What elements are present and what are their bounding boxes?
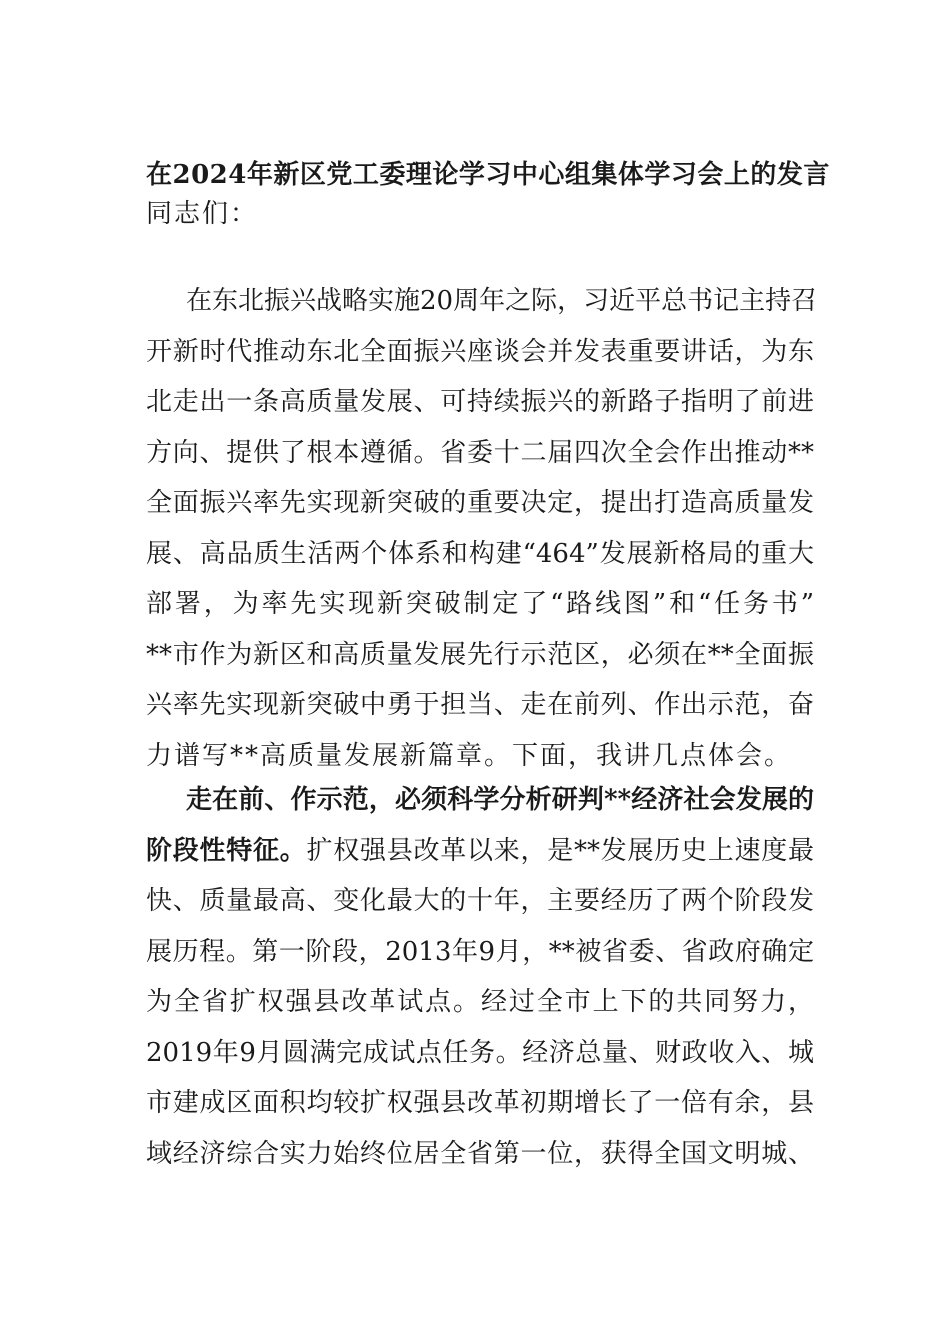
paragraph-line: 在东北振兴战略实施20周年之际，习近平总书记主持召: [186, 286, 818, 316]
paragraph-line: 兴率先实现新突破中勇于担当、走在前列、作出示范，奋: [146, 690, 814, 720]
paragraph-line: 北走出一条高质量发展、可持续振兴的新路子指明了前进: [146, 387, 814, 417]
section-heading-line: 走在前、作示范，必须科学分析研判**经济社会发展的: [186, 785, 814, 815]
paragraph-line: 市建成区面积均较扩权强县改革初期增长了一倍有余，县: [146, 1088, 814, 1118]
paragraph-line: 部署，为率先实现新突破制定了“路线图”和“任务书”: [146, 589, 814, 619]
paragraph-line: 2019年9月圆满完成试点任务。经济总量、财政收入、城: [146, 1037, 814, 1068]
paragraph-line: 快、质量最高、变化最大的十年，主要经历了两个阶段发: [146, 886, 814, 916]
paragraph-line: 方向、提供了根本遵循。省委十二届四次全会作出推动**: [146, 437, 814, 468]
salutation: 同志们：: [146, 199, 259, 229]
paragraph-2: [146, 775, 814, 1179]
paragraph-line: **市作为新区和高质量发展先行示范区，必须在**全面振: [146, 639, 814, 670]
paragraph-line: [146, 826, 814, 877]
paragraph-line: 展历程。第一阶段，2013年9月，**被省委、省政府确定: [146, 936, 814, 967]
document-title: 在2024年新区党工委理论学习中心组集体学习会上的发言: [146, 160, 830, 190]
paragraph-line: 为全省扩权强县改革试点。经过全市上下的共同努力，: [146, 987, 814, 1017]
paragraph-line: 全面振兴率先实现新突破的重要决定，提出打造高质量发: [146, 488, 814, 518]
paragraph-line: 开新时代推动东北全面振兴座谈会并发表重要讲话，为东: [146, 336, 814, 367]
paragraph-line: 域经济综合实力始终位居全省第一位，获得全国文明城、: [146, 1138, 814, 1169]
section-heading-lead: 阶段性特征。: [146, 835, 307, 866]
paragraph-line-rest: 扩权强县改革以来，是**发展历史上速度最: [306, 835, 814, 866]
paragraph-1: [146, 276, 818, 781]
paragraph-line: 展、高品质生活两个体系和构建“464”发展新格局的重大: [146, 538, 814, 569]
paragraph-line: 力谱写**高质量发展新篇章。下面，我讲几点体会。: [146, 740, 793, 771]
